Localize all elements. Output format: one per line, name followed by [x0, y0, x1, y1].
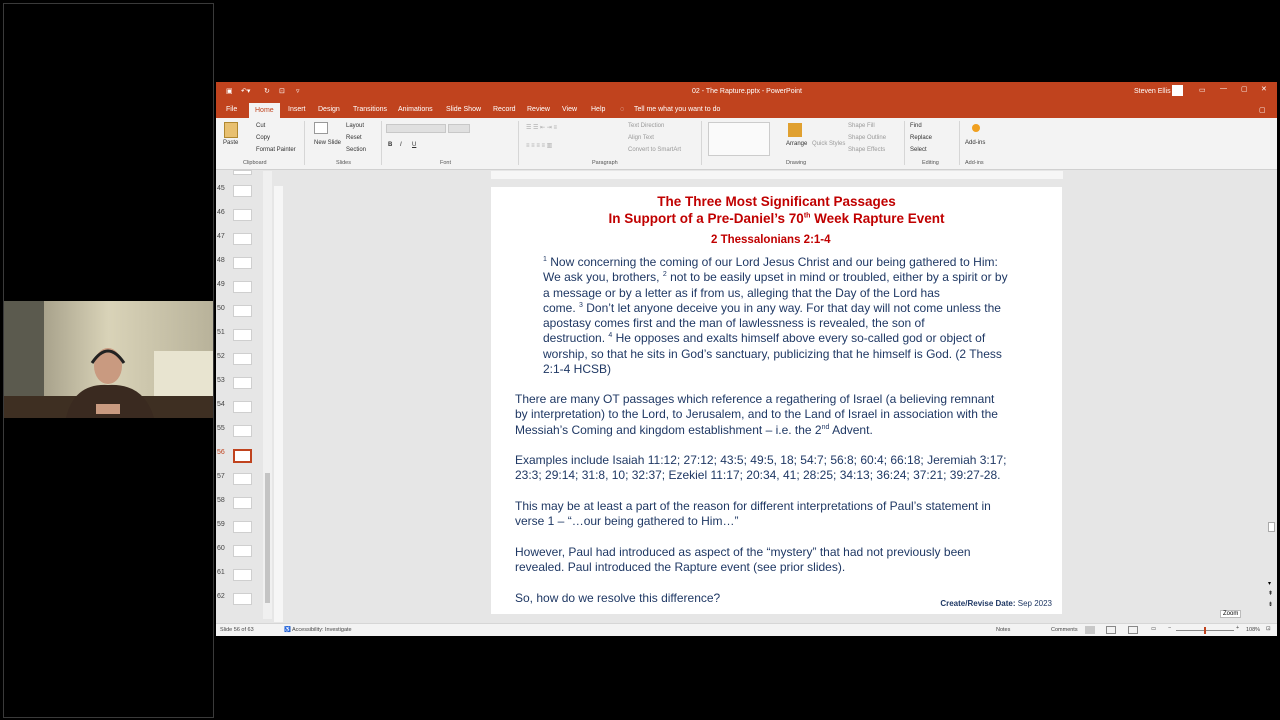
tab-design[interactable]: Design	[318, 106, 340, 113]
quote-line	[543, 301, 1048, 316]
slide-thumbnail[interactable]	[233, 425, 252, 437]
slide-thumbnail[interactable]	[233, 401, 252, 413]
zoom-level[interactable]: 108%	[1246, 627, 1261, 633]
ribbon-tabs	[216, 101, 1277, 118]
thumbnail-number: 59	[217, 521, 225, 528]
shape-effects-button[interactable]: Shape Effects	[848, 147, 886, 153]
tab-help[interactable]: Help	[591, 106, 606, 113]
thumbnail-number-current: 56	[217, 449, 225, 456]
previous-slide-icon[interactable]: ⇞	[1268, 591, 1274, 597]
tab-slide-show[interactable]: Slide Show	[446, 106, 482, 113]
underline-button[interactable]: U	[412, 142, 417, 148]
divider	[518, 121, 519, 165]
text-direction-button[interactable]: Text Direction	[628, 123, 665, 129]
add-ins-button[interactable]: Add-ins	[965, 140, 986, 146]
slide-thumbnail[interactable]	[233, 377, 252, 389]
body-line: This may be at least a part of the reason for different interpretations of Paul’s statement in	[515, 499, 991, 513]
body-text: Advent.	[829, 422, 873, 437]
clipboard-group-label: Clipboard	[243, 160, 267, 166]
lightbulb-icon: ◌	[620, 106, 625, 113]
slide-thumbnail[interactable]	[233, 593, 252, 605]
undo-icon[interactable]: ↶▾	[241, 88, 251, 95]
vertical-scrollbar[interactable]	[1266, 170, 1277, 623]
slide-thumbnail[interactable]	[233, 497, 252, 509]
verse-number: 3	[579, 301, 583, 309]
quote-text: He opposes and exalts himself above every so-called god or object of	[612, 331, 986, 346]
scroll-down-icon[interactable]: ▾	[1268, 581, 1272, 587]
divider	[381, 121, 382, 165]
quote-text: Don’t let anyone deceive you in any way. For that day will not come unless the	[582, 300, 1001, 315]
slide-thumbnail[interactable]	[233, 353, 252, 365]
next-slide-icon[interactable]: ⇟	[1268, 602, 1274, 608]
thumbnail-number: 49	[217, 281, 225, 288]
align-text-button[interactable]: Align Text	[628, 135, 654, 141]
font-size-dropdown[interactable]	[448, 124, 470, 133]
find-button[interactable]: Find	[910, 123, 922, 129]
slide-thumbnail[interactable]	[233, 257, 252, 269]
comments-icon[interactable]: ▢	[1259, 107, 1266, 114]
close-icon[interactable]: ✕	[1261, 86, 1267, 93]
status-bar	[216, 623, 1277, 636]
add-ins-icon[interactable]	[972, 124, 980, 132]
shape-outline-button[interactable]: Shape Outline	[848, 135, 887, 141]
add-ins-group-label: Add-ins	[965, 160, 984, 166]
slide-thumbnail[interactable]	[233, 281, 252, 293]
slide-thumbnail[interactable]	[233, 233, 252, 245]
paragraph-interpretations	[515, 499, 1055, 530]
paste-icon[interactable]	[224, 122, 238, 138]
save-icon[interactable]: ▣	[226, 88, 233, 95]
avatar[interactable]	[1172, 85, 1183, 96]
paragraph-group-label: Paragraph	[592, 160, 618, 166]
redo-icon[interactable]: ↻	[264, 88, 270, 95]
thumbnail-number: 54	[217, 401, 225, 408]
ribbon	[216, 118, 1277, 170]
title-line2-pre: In Support of a Pre-Daniel’s 70	[608, 211, 804, 226]
thumbnail-number: 60	[217, 545, 225, 552]
quote-line: 2:1-4 HCSB)	[543, 362, 612, 377]
slide-title-line1: The Three Most Significant Passages	[657, 194, 896, 209]
start-from-beginning-icon[interactable]: ⊡	[279, 88, 285, 95]
slide-thumbnail[interactable]	[233, 305, 252, 317]
bullets-icon[interactable]: ☰ ☰ ⇤ ⇥ ≡	[526, 125, 557, 131]
slide-thumbnail[interactable]	[233, 473, 252, 485]
slide-canvas[interactable]	[491, 187, 1062, 614]
slides-group-label: Slides	[336, 160, 351, 166]
layout-button[interactable]: Layout	[346, 123, 365, 129]
format-painter-button[interactable]: Format Painter	[256, 147, 296, 153]
convert-smartart-button[interactable]: Convert to SmartArt	[628, 147, 682, 153]
paragraph-examples	[515, 453, 1055, 484]
thumbnails-scrollbar[interactable]	[263, 171, 272, 619]
body-line: Examples include Isaiah 11:12; 27:12; 43:5; 49:5, 18; 54:7; 56:8; 60:4; 66:18; Jeremiah 3:17;	[515, 453, 1007, 467]
thumbnail-number: 61	[217, 569, 225, 576]
notes-button[interactable]: Notes	[996, 627, 1011, 633]
tab-transitions[interactable]: Transitions	[353, 106, 387, 113]
tab-insert[interactable]: Insert	[288, 106, 306, 113]
drawing-group-label: Drawing	[786, 160, 807, 166]
verse-number: 4	[608, 332, 613, 340]
slide-thumbnail[interactable]	[233, 329, 252, 341]
divider	[304, 121, 305, 165]
quote-line	[543, 270, 1048, 285]
slide-thumbnail[interactable]	[233, 521, 252, 533]
zoom-tooltip: Zoom	[1220, 610, 1241, 618]
scrollbar-thumb[interactable]	[1268, 522, 1275, 532]
revise-date	[940, 599, 1052, 608]
quote-text: not to be easily upset in mind or troubled, either by a spirit or by	[666, 270, 1008, 285]
quote-text: Now concerning the coming of our Lord Jesus Christ and our being gathered to Him:	[546, 255, 998, 269]
thumbnail-number: 53	[217, 377, 225, 384]
body-text: Messiah’s Coming and kingdom establishment – i.e. the 2	[515, 422, 822, 437]
shapes-gallery[interactable]	[708, 122, 770, 156]
window-title: 02 - The Rapture.pptx - PowerPoint	[692, 88, 802, 95]
divider	[701, 121, 702, 165]
thumbnail-number: 62	[217, 593, 225, 600]
fit-to-window-icon[interactable]: ⊡	[1266, 626, 1271, 632]
verse-number: 1	[543, 256, 547, 263]
body-line: There are many OT passages which reference a regathering of Israel (a believing remnant	[515, 392, 995, 406]
quote-line: a message or by a letter as if from us, alleging that the Day of the Lord has	[543, 285, 940, 300]
quote-line	[543, 255, 1048, 270]
font-name-dropdown[interactable]	[386, 124, 446, 133]
body-line: revealed. Paul introduced the Rapture event (see prior slides).	[515, 560, 846, 575]
ordinal-sup: nd	[821, 423, 830, 431]
select-button[interactable]: Select	[910, 147, 927, 153]
paragraph-mystery	[515, 545, 1055, 576]
tab-file[interactable]: File	[226, 106, 238, 113]
thumbnail-number: 45	[217, 185, 225, 192]
user-name[interactable]: Steven Ellis	[1134, 88, 1171, 95]
tab-home[interactable]: Home	[249, 103, 280, 118]
body-line: However, Paul had introduced as aspect of the “mystery” that had not previously been	[515, 545, 971, 559]
slide-thumbnail[interactable]	[233, 170, 252, 175]
powerpoint-window	[216, 82, 1277, 636]
new-slide-button[interactable]: New Slide	[314, 140, 342, 146]
body-line: 23:3; 29:14; 31:8, 10; 32:37; Ezekiel 11:17; 20:34, 41; 28:25; 34:13; 36:24; 37:21; 39:27-28.	[515, 468, 1001, 483]
verse-number: 2	[662, 271, 667, 279]
cut-button[interactable]: Cut	[256, 123, 266, 129]
comments-button[interactable]: Comments	[1051, 627, 1078, 633]
quote-line: worship, so that he sits in God’s sanctuary, publicizing that he himself is God. (2 Thess	[543, 346, 1002, 361]
arrange-button[interactable]: Arrange	[786, 141, 808, 147]
ribbon-display-icon[interactable]: ▭	[1199, 87, 1206, 94]
tab-record[interactable]: Record	[493, 106, 516, 113]
accessibility-status[interactable]: Accessibility: Investigate	[292, 627, 352, 633]
reset-button[interactable]: Reset	[346, 135, 362, 141]
scripture-reference: 2 Thessalonians 2:1-4	[711, 234, 831, 246]
title-bar	[216, 82, 1277, 101]
thumbnail-number: 58	[217, 497, 225, 504]
thumbnail-number: 52	[217, 353, 225, 360]
scripture-quote	[543, 255, 1048, 377]
thumbnail-number: 55	[217, 425, 225, 432]
align-icons[interactable]: ≡ ≡ ≡ ≡ ▥	[526, 143, 553, 149]
slide-thumbnail[interactable]	[233, 569, 252, 581]
divider	[959, 121, 960, 165]
zoom-out-icon[interactable]: −	[1168, 625, 1172, 631]
minimize-icon[interactable]: —	[1220, 85, 1227, 92]
tab-animations[interactable]: Animations	[398, 106, 433, 113]
divider	[904, 121, 905, 165]
maximize-icon[interactable]: ▢	[1241, 86, 1248, 93]
paragraph-regathering	[515, 392, 1055, 438]
slide-thumbnail[interactable]	[233, 209, 252, 221]
normal-view-icon[interactable]	[1085, 626, 1095, 634]
revise-date-value: Sep 2023	[1017, 599, 1052, 608]
horizontal-ruler	[491, 171, 1063, 179]
slide-count: Slide 56 of 63	[220, 627, 254, 633]
quote-text: destruction.	[543, 331, 609, 346]
editing-group-label: Editing	[922, 160, 939, 166]
customize-toolbar-icon[interactable]: ▿	[296, 88, 300, 95]
thumbnail-number: 50	[217, 305, 225, 312]
body-line: by interpretation) to the Lord, to Jerusalem, and to the Land of Israel in association with the	[515, 407, 998, 422]
thumbnail-number: 47	[217, 233, 225, 240]
scrollbar-thumb[interactable]	[265, 473, 270, 603]
font-group-label: Font	[440, 160, 452, 166]
slide-show-icon[interactable]: ▭	[1151, 626, 1157, 632]
title-line2-post: Week Rapture Event	[810, 211, 945, 226]
thumbnail-number: 48	[217, 257, 225, 264]
zoom-slider-thumb[interactable]	[1204, 627, 1206, 634]
quote-line: apostasy comes first and the man of lawlessness is revealed, the son of	[543, 316, 925, 331]
webcam-feed	[4, 301, 213, 418]
tell-me-search[interactable]: Tell me what you want to do	[634, 106, 721, 113]
slide-thumbnail[interactable]	[233, 185, 252, 197]
tab-view[interactable]: View	[562, 106, 578, 113]
title-line2-sup: th	[803, 212, 811, 220]
body-line	[515, 423, 1055, 438]
quick-styles-button[interactable]: Quick Styles	[812, 141, 846, 147]
arrange-icon[interactable]	[788, 123, 802, 137]
bold-button[interactable]: B	[388, 142, 393, 148]
italic-button[interactable]: I	[400, 142, 402, 148]
new-slide-icon[interactable]	[314, 122, 328, 134]
slide-thumbnail[interactable]	[233, 545, 252, 557]
slide-sorter-icon[interactable]	[1106, 626, 1116, 634]
copy-button[interactable]: Copy	[256, 135, 271, 141]
paste-button[interactable]: Paste	[223, 140, 239, 146]
thumbnail-number: 57	[217, 473, 225, 480]
vertical-ruler	[274, 186, 283, 622]
quote-text: come.	[543, 300, 580, 315]
quote-line	[543, 331, 1048, 346]
revise-date-label: Create/Revise Date:	[940, 599, 1016, 608]
slide-thumbnail-current[interactable]	[233, 449, 252, 463]
slide-title-line2	[491, 211, 1062, 226]
thumbnail-number: 51	[217, 329, 225, 336]
closing-question: So, how do we resolve this difference?	[515, 591, 721, 605]
quote-text: We ask you, brothers,	[543, 270, 663, 285]
thumbnail-number: 46	[217, 209, 225, 216]
shape-fill-button[interactable]: Shape Fill	[848, 123, 875, 129]
reading-view-icon[interactable]	[1128, 626, 1138, 634]
tab-review[interactable]: Review	[527, 106, 550, 113]
accessibility-icon[interactable]: ♿	[284, 627, 291, 633]
replace-button[interactable]: Replace	[910, 135, 933, 141]
zoom-in-icon[interactable]: +	[1236, 625, 1240, 631]
body-line: verse 1 – “…our being gathered to Him…”	[515, 514, 739, 529]
section-button[interactable]: Section	[346, 147, 367, 153]
